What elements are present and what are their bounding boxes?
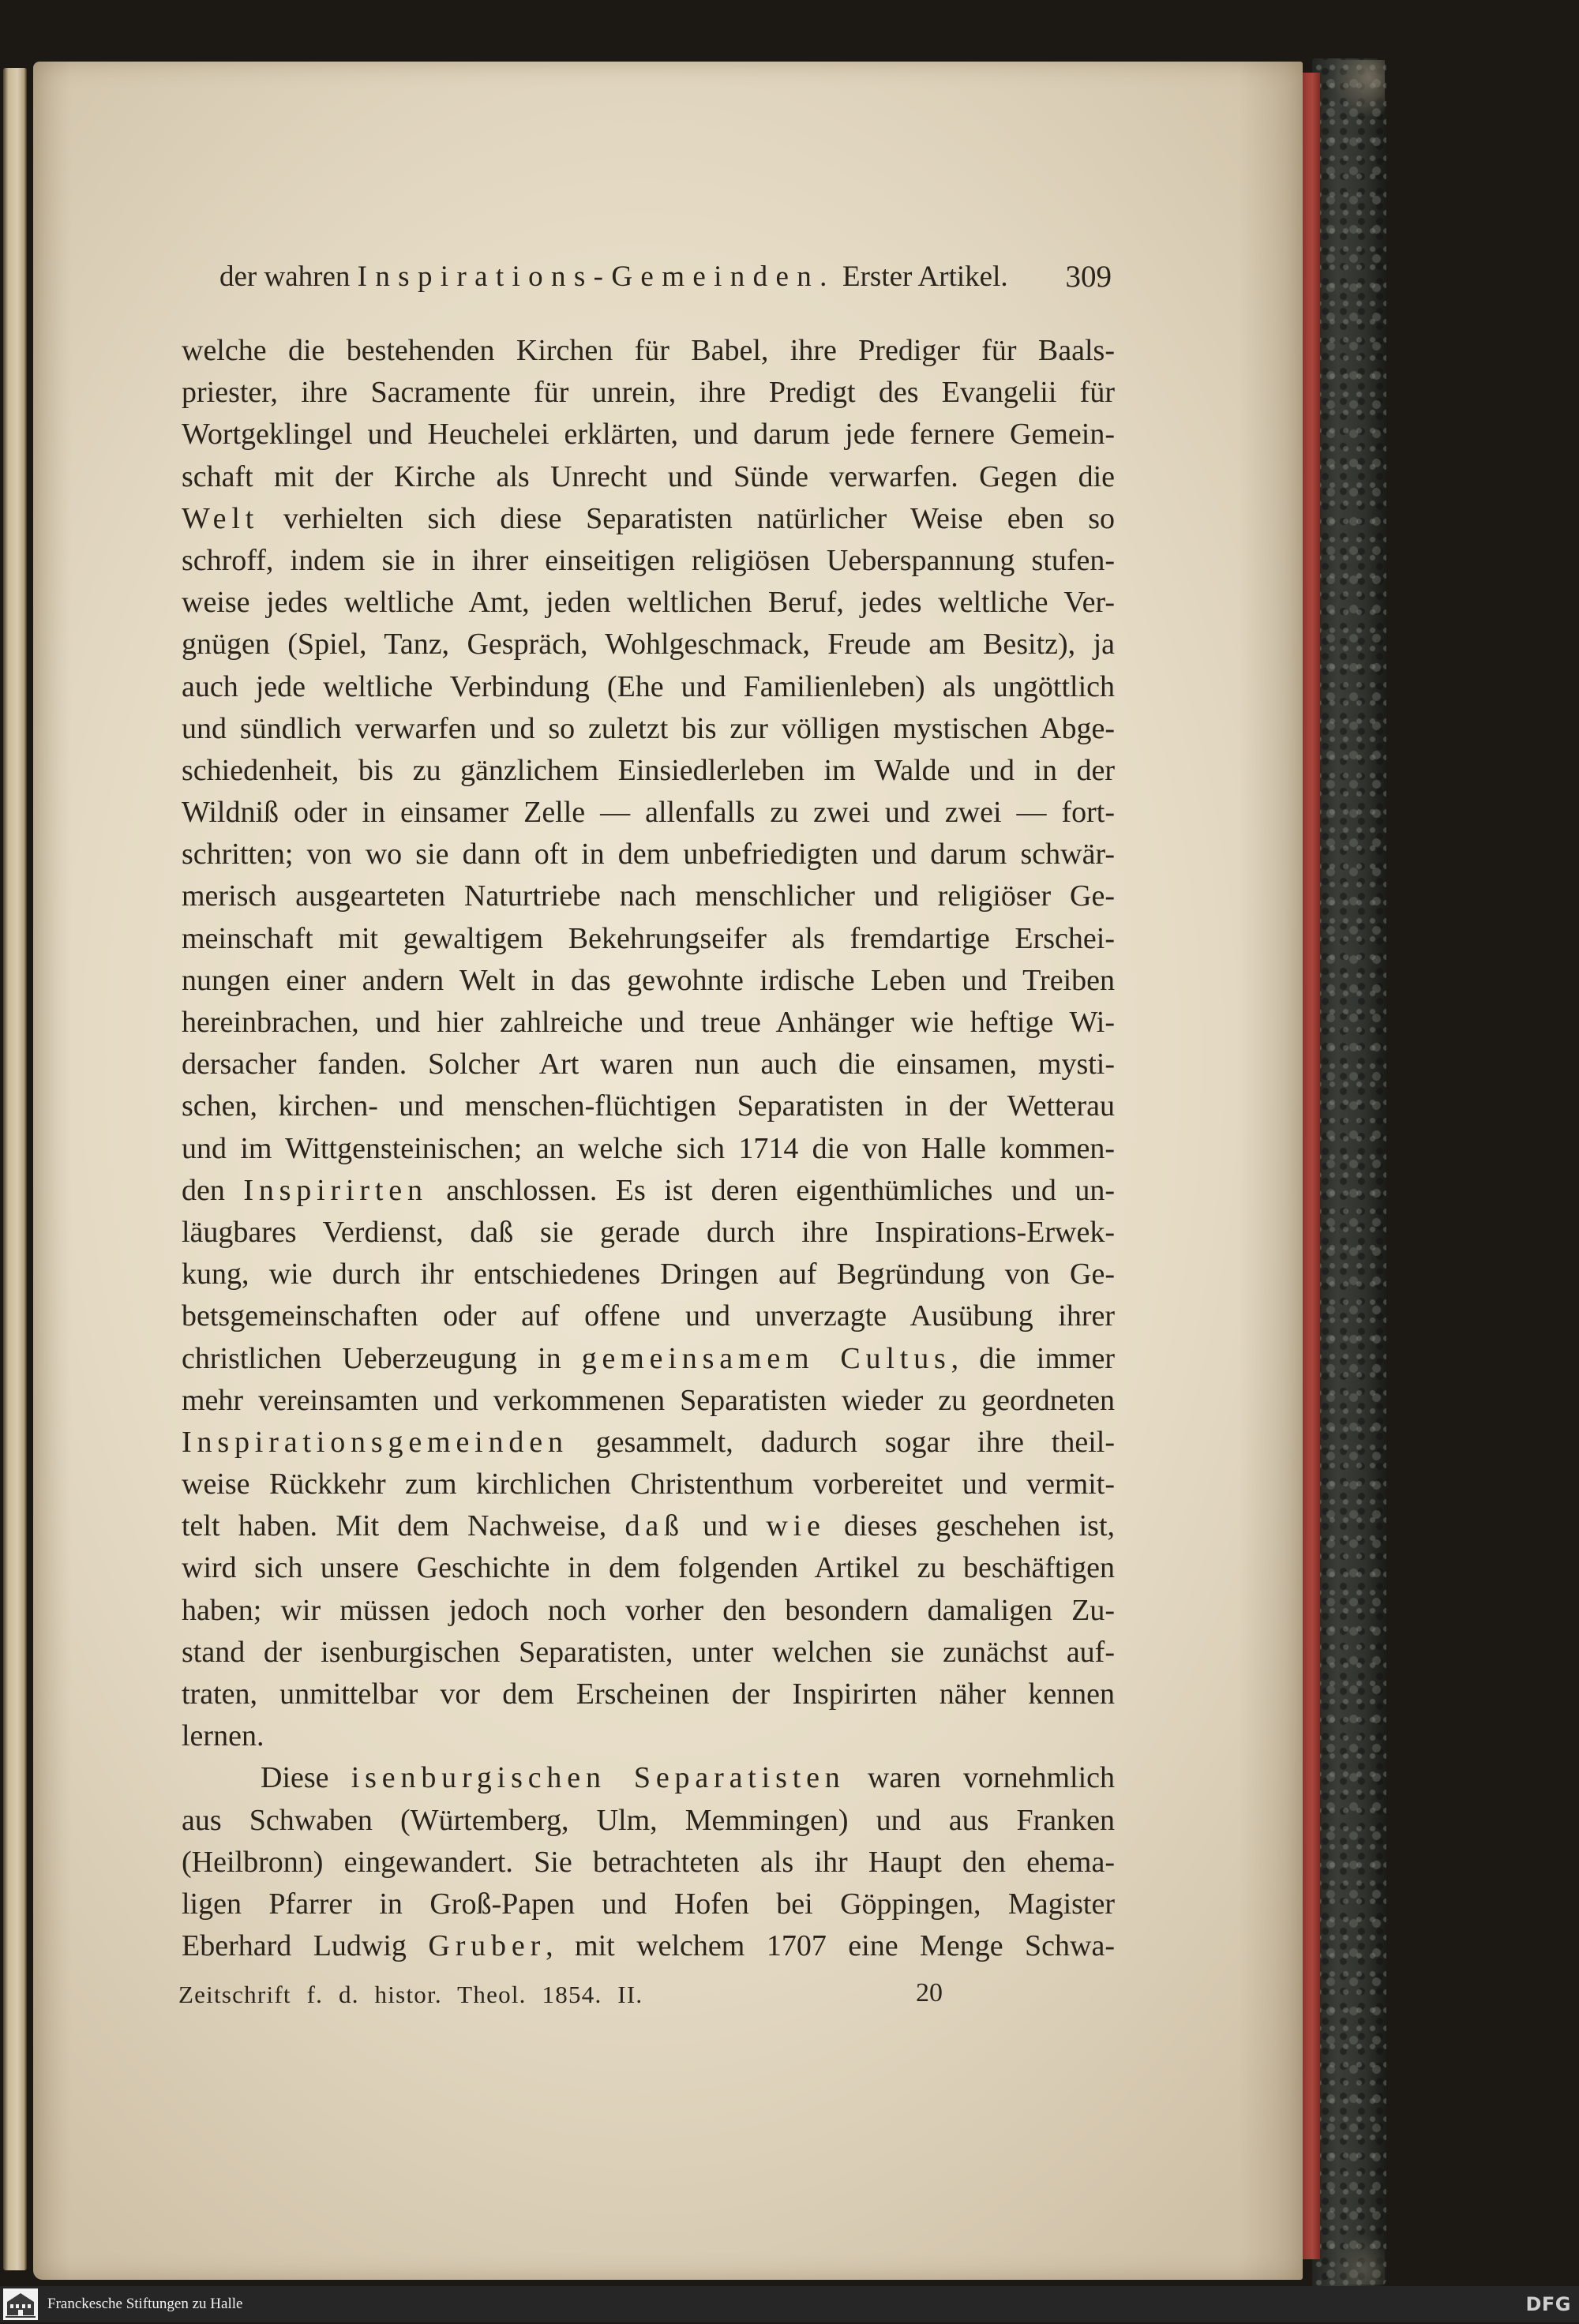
- body-text-line: läugbares Verdienst, daß sie gerade durch ihre Inspirations-Erwek-: [182, 1215, 1115, 1249]
- emphasized-text: Inspirirten: [243, 1173, 428, 1207]
- body-text-line: betsgemeinschaften oder auf offene und unverzagte Ausübung ihrer: [182, 1299, 1115, 1333]
- body-text-line: aus Schwaben (Würtemberg, Ulm, Memmingen) und aus Franken: [182, 1803, 1115, 1837]
- body-text-line: [182, 1505, 1115, 1547]
- body-text-line: schiedenheit, bis zu gänzlichem Einsiedlerleben im Walde und in der: [182, 753, 1115, 787]
- provider-bar: [0, 2286, 1579, 2322]
- body-text-line: (Heilbronn) eingewandert. Sie betrachteten als ihr Haupt den ehema-: [182, 1845, 1115, 1879]
- binding-worn-corner: [1333, 60, 1385, 118]
- running-head: [219, 257, 1112, 295]
- body-text-line: welche die bestehenden Kirchen für Babel, ihre Prediger für Baals-: [182, 334, 1115, 367]
- body-text-line: meinschaft mit gewaltigem Bekehrungseifer als fremdartige Erschei-: [182, 921, 1115, 955]
- text-segment: anschlossen. Es ist deren eigenthümliches und un-: [427, 1173, 1115, 1207]
- running-head-title: [219, 260, 1008, 294]
- book-binding: [1312, 58, 1386, 2288]
- body-text-line: und sündlich verwarfen und so zuletzt bis zur völligen mystischen Abge-: [182, 711, 1115, 745]
- text-segment: den: [182, 1173, 244, 1207]
- text-segment: Eberhard Ludwig: [182, 1929, 429, 1963]
- body-text-line: lernen.: [182, 1719, 264, 1753]
- text-segment: gesammelt, dadurch sogar ihre theil-: [568, 1425, 1115, 1459]
- text-segment: und: [684, 1509, 767, 1543]
- running-head-emphasized-text: Inspirations-Gemeinden.: [357, 260, 835, 293]
- body-text-line: haben; wir müssen jedoch noch vorher den besondern damaligen Zu-: [182, 1593, 1115, 1627]
- body-text-line: schen, kirchen- und menschen-flüchtigen Separatisten in der Wetterau: [182, 1089, 1115, 1123]
- body-text-line: [182, 1338, 1115, 1380]
- body-text-line: wird sich unsere Geschichte in dem folgenden Artikel zu beschäftigen: [182, 1551, 1115, 1585]
- body-text-line: schaft mit der Kirche als Unrecht und Sünde verwarfen. Gegen die: [182, 459, 1115, 493]
- body-text-line: schritten; von wo sie dann oft in dem unbefriedigten und darum schwär-: [182, 838, 1115, 872]
- body-text-line: und im Wittgensteinischen; an welche sich 1714 die von Halle kommen-: [182, 1131, 1115, 1165]
- signature-number: 20: [916, 1978, 943, 2007]
- text-segment: Diese: [261, 1761, 351, 1795]
- emphasized-text: Inspirationsgemeinden: [182, 1425, 568, 1459]
- running-head-text: Erster Artikel.: [835, 260, 1008, 293]
- body-text-line: ligen Pfarrer in Groß-Papen und Hofen bei Göppingen, Magister: [182, 1887, 1115, 1921]
- emphasized-text: daß: [624, 1509, 684, 1543]
- emphasized-text: Gruber: [428, 1929, 546, 1963]
- body-text-line: Wortgeklingel und Heuchelei erklärten, und darum jede fernere Gemein-: [182, 418, 1115, 452]
- binding-worn-corner: [1334, 2234, 1385, 2285]
- franckesche-stiftungen-logo-icon: [3, 2288, 38, 2320]
- paragraph: [182, 1757, 1115, 1967]
- text-segment: telt haben. Mit dem Nachweise,: [182, 1509, 625, 1543]
- body-text-line: weise jedes weltliche Amt, jeden weltlichen Beruf, jedes weltliche Ver-: [182, 586, 1115, 620]
- body-text-line: gnügen (Spiel, Tanz, Gespräch, Wohlgeschmack, Freude am Besitz), ja: [182, 628, 1115, 662]
- body-text-line: Wildniß oder in einsamer Zelle — allenfalls zu zwei und zwei — fort-: [182, 796, 1115, 830]
- emphasized-text: gemeinsamem Cultus: [581, 1341, 951, 1375]
- body-text-line: [182, 1170, 1115, 1212]
- page-number: 309: [1065, 259, 1112, 294]
- body-text: [182, 330, 1115, 1967]
- dfg-logo: DFG: [1525, 2293, 1571, 2315]
- body-text-line: stand der isenburgischen Separatisten, unter welchen sie zunächst auf-: [182, 1635, 1115, 1669]
- body-text-line: traten, unmittelbar vor dem Erscheinen der Inspirirten näher kennen: [182, 1677, 1115, 1711]
- institution-name: Franckesche Stiftungen zu Halle: [47, 2296, 243, 2312]
- body-text-line: weise Rückkehr zum kirchlichen Christenthum vorbereitet und vermit-: [182, 1467, 1115, 1501]
- body-text-line: [182, 1422, 1115, 1464]
- emphasized-text: Welt: [182, 501, 260, 535]
- body-text-line: nungen einer andern Welt in das gewohnte irdische Leben und Treiben: [182, 963, 1115, 997]
- text-segment: waren vornehmlich: [845, 1761, 1115, 1795]
- emphasized-text: wie: [766, 1509, 826, 1543]
- body-text-line: dersacher fanden. Solcher Art waren nun auch die einsamen, mysti-: [182, 1048, 1115, 1081]
- text-segment: dieses geschehen ist,: [825, 1509, 1115, 1543]
- body-text-line: schroff, indem sie in ihrer einseitigen religiösen Ueberspannung stufen-: [182, 543, 1115, 577]
- body-text-line: hereinbrachen, und hier zahlreiche und treue Anhänger wie heftige Wi-: [182, 1006, 1115, 1039]
- body-text-line: [182, 1925, 1115, 1967]
- text-segment: christlichen Ueberzeugung in: [182, 1341, 582, 1375]
- paragraph: [182, 330, 1115, 1757]
- signature-title: Zeitschrift f. d. histor. Theol. 1854. II.: [178, 1981, 643, 2008]
- body-text-line: merisch ausgearteten Naturtriebe nach menschlicher und religiöser Ge-: [182, 879, 1115, 913]
- body-text-line: [182, 1757, 1115, 1799]
- text-segment: verhielten sich diese Separatisten natürlicher Weise eben so: [259, 501, 1115, 535]
- body-text-line: priester, ihre Sacramente für unrein, ihre Predigt des Evangelii für: [182, 376, 1115, 410]
- body-text-line: auch jede weltliche Verbindung (Ehe und Familienleben) als ungöttlich: [182, 669, 1115, 703]
- text-segment: , mit welchem 1707 eine Menge Schwa-: [546, 1929, 1115, 1963]
- body-text-line: kung, wie durch ihr entschiedenes Dringen auf Begründung von Ge-: [182, 1258, 1115, 1291]
- body-text-line: [182, 498, 1115, 540]
- emphasized-text: isenburgischen Separatisten: [351, 1761, 846, 1795]
- text-segment: , die immer: [951, 1341, 1115, 1375]
- running-head-text: der wahren: [219, 260, 358, 293]
- facing-page-edge: [3, 68, 27, 2270]
- body-text-line: mehr vereinsamten und verkommenen Separatisten wieder zu geordneten: [182, 1383, 1115, 1417]
